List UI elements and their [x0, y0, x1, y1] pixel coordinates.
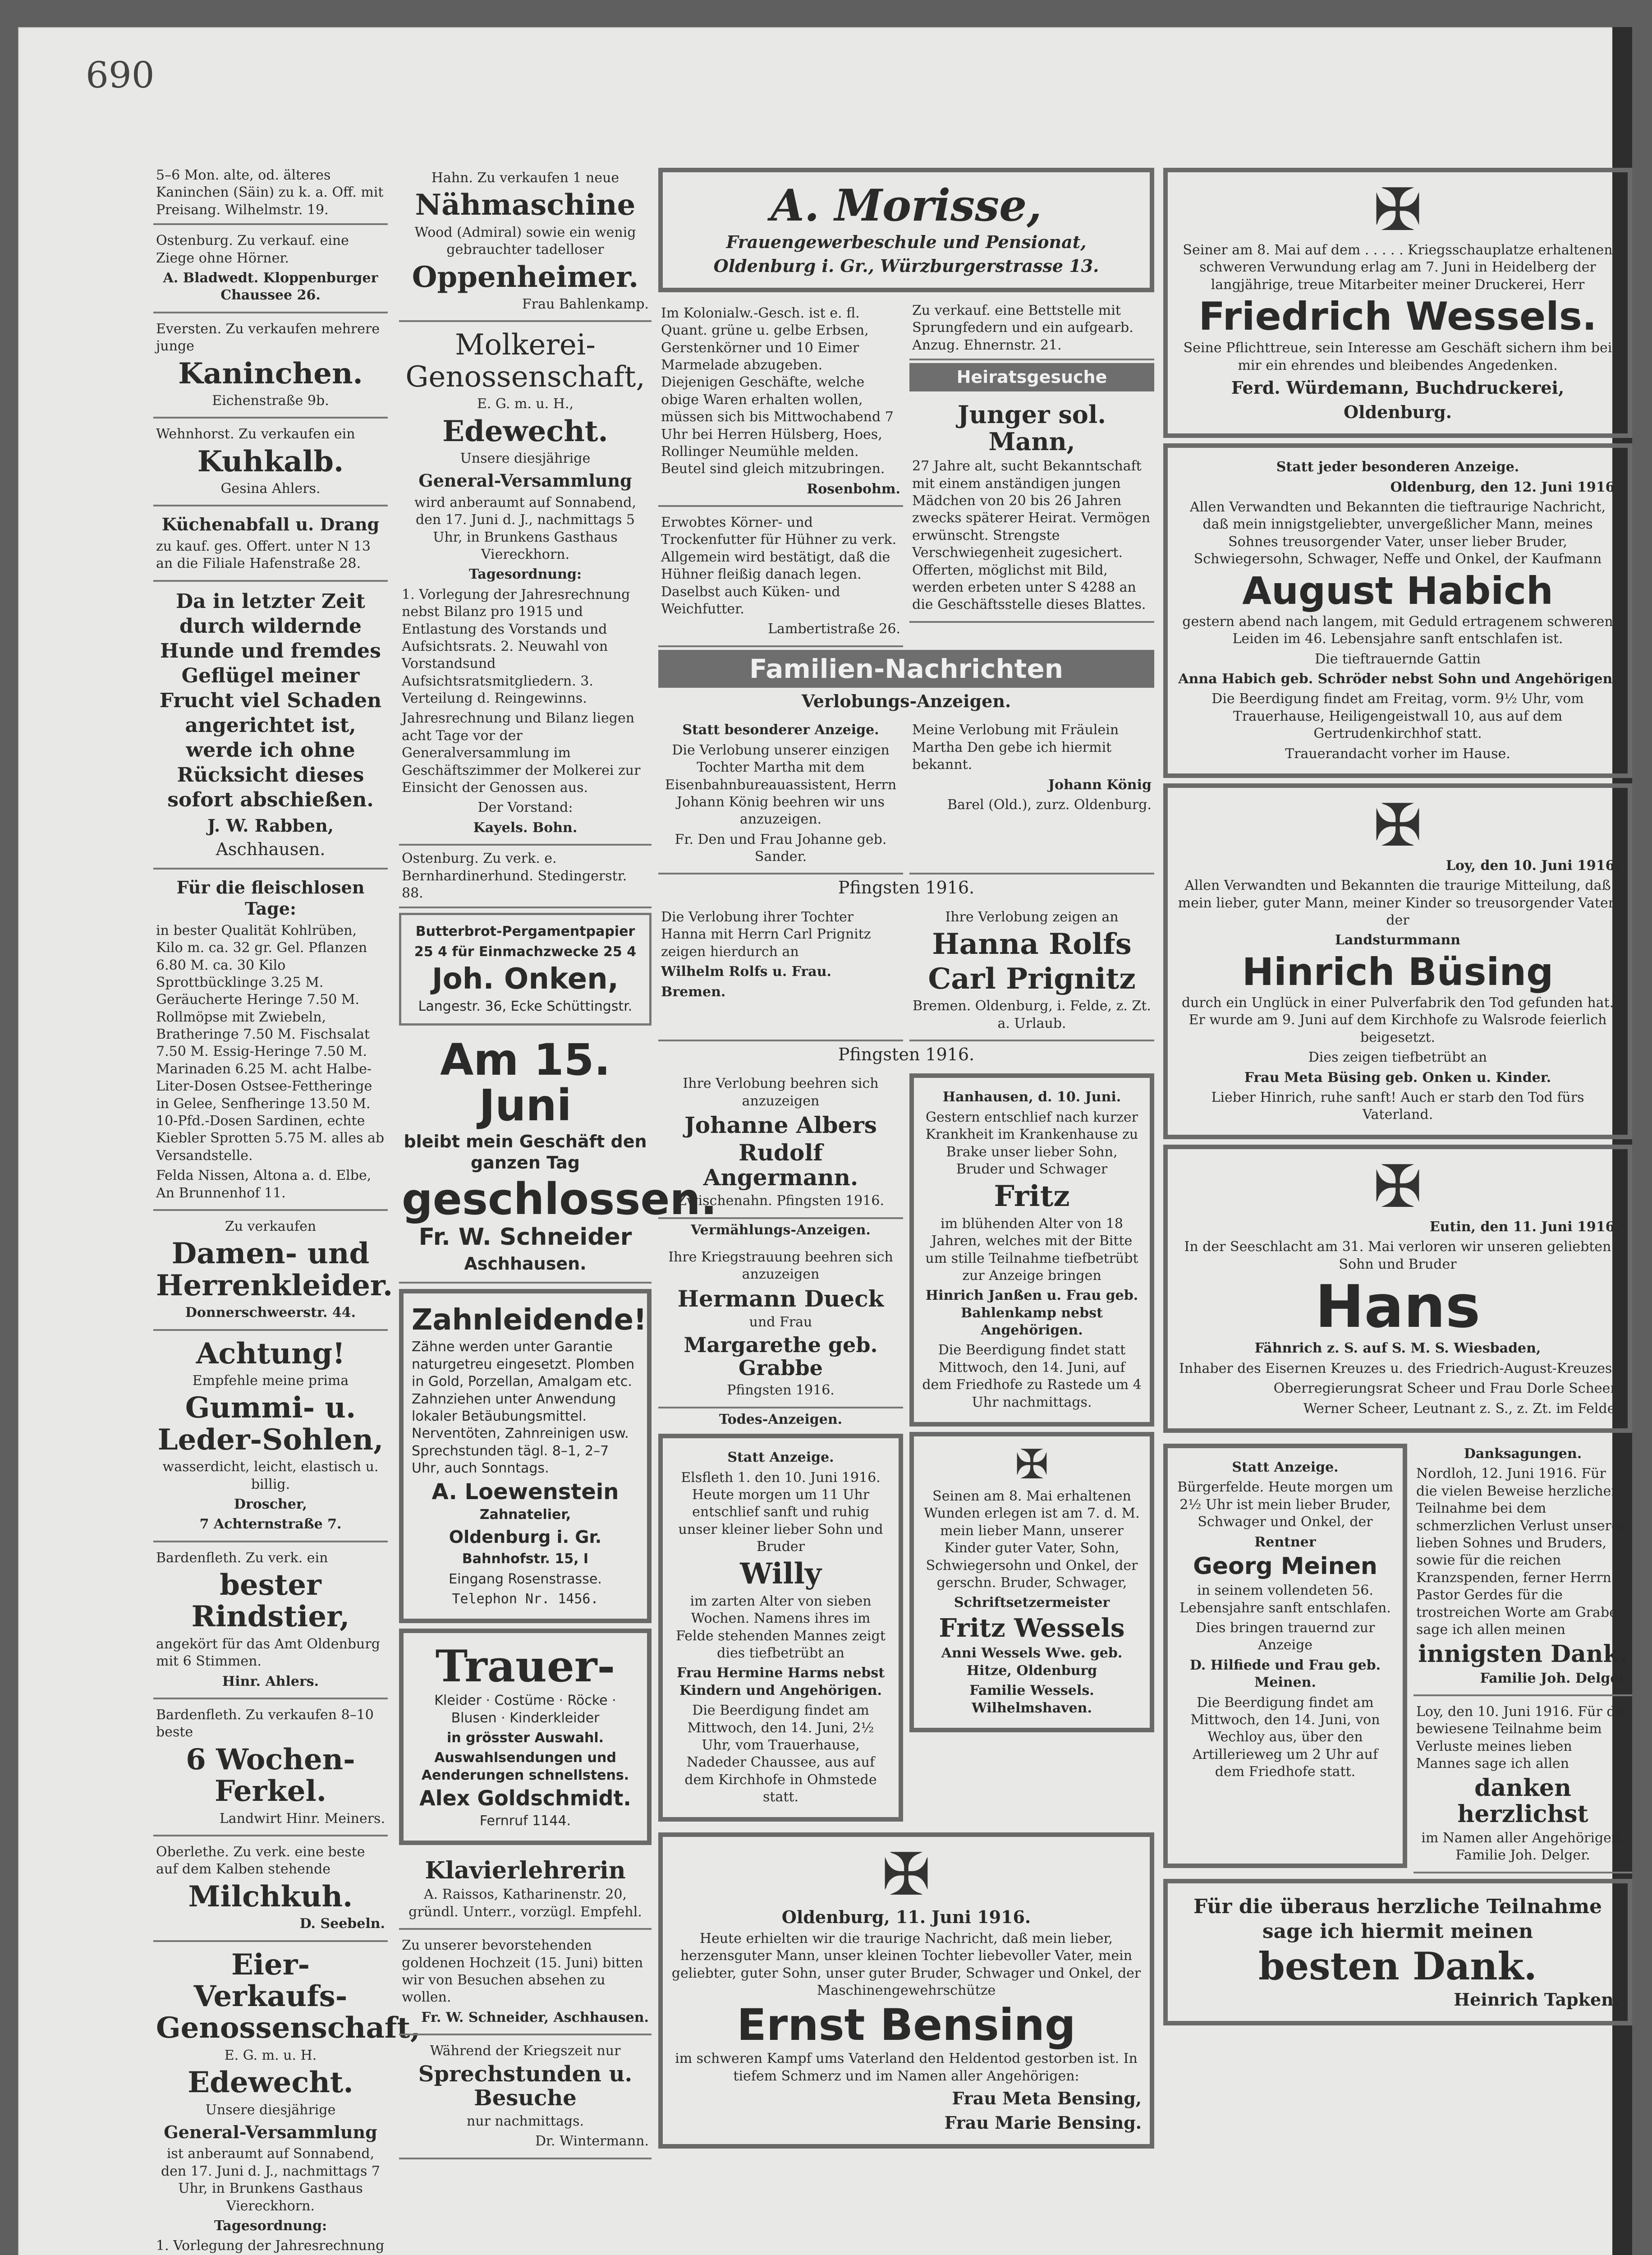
ad-signature: Felda Nissen, Altona a. d. Elbe, An Brunnenhof 11.: [156, 1168, 372, 1201]
ad-items: Kleider · Costüme · Röcke · Blusen · Kinderkleider: [434, 1693, 616, 1726]
ad-name: Fritz: [994, 1179, 1070, 1214]
ad-date: Pfingsten 1916.: [727, 1382, 835, 1399]
ad-danksagung-loy: [1413, 1696, 1632, 1873]
ad-verlobung-albers: [658, 1068, 903, 1219]
ad-name-2: Rudolf Angermann.: [703, 1139, 858, 1191]
ad-text: Nordloh, 12. Juni 1916. Für die vielen Beweise herzlicher Teilnahme bei dem schmerzlichen Verlust unseres lieben Sohnes und Bruders, sowie für die reichen Kranzspenden, ferner Herrn Pastor Gerdes für die trostreichen Worte am Grabe, sage ich allen meinen: [1416, 1466, 1626, 1638]
iron-cross-icon: ✠: [1373, 791, 1423, 860]
ad-text: Allen Verwandten und Bekannten die tieftraurige Nachricht, daß mein innigstgeliebter, unvergeßlicher Mann, meines Sohnes treusorgender Vater, unser lieber Bruder, Schwiegersohn, Schwager, Neffe und Onkel, der Kaufmann: [1189, 499, 1606, 567]
ad-phone: Fernruf 1144.: [479, 1813, 571, 1829]
ad-sprechstunden: [399, 2035, 652, 2159]
ad-intro: Ihre Verlobung beehren sich anzuzeigen: [683, 1076, 879, 1109]
ad-place: Oldenburg i. Gr.: [449, 1527, 602, 1547]
ad-kuechenabfall: [153, 506, 388, 581]
section-danksagungen: Danksagungen.: [1464, 1446, 1582, 1462]
ad-text: Im Kolonialw.-Gesch. ist e. fl. Quant. grüne u. gelbe Erbsen, Gerstenkörner und 10 Eimer Marmelade abzugeben. Diejenigen Geschäfte, welche obige Waren erhalten wollen, müssen sich bis Mittwochabend 7 Uhr bei Herren Hülsberg, Hoes, Rollinger Neumühle melden. Beutel sind gleich mitzubringen.: [661, 305, 894, 477]
ad-agenda-title: Tagesordnung:: [468, 566, 582, 583]
ad-headline: Zahnleidende!: [412, 1303, 647, 1337]
ad-todes-meinen: [1163, 1444, 1407, 1868]
ad-intro: Ihre Kriegstrauung beehren sich anzuzeigen: [668, 1249, 893, 1283]
ad-headline: Nähmaschine: [415, 188, 636, 222]
ad-bettstelle: [909, 298, 1154, 360]
ad-sohlen: [153, 1331, 388, 1542]
ad-text: A. Raissos, Katharinenstr. 20, gründl. Unterr., vorzügl. Empfehl.: [408, 1887, 642, 1920]
ad-signature: Frau Bahlenkamp.: [522, 296, 649, 312]
ad-verlobung-prignitz: [909, 902, 1154, 1041]
ad-goldene-hochzeit: [399, 1930, 652, 2035]
ad-headline-2: Joh. Onken,: [431, 962, 619, 996]
ad-headline: Trauer-: [435, 1641, 615, 1692]
ad-burial: Die Beerdigung findet statt Mittwoch, den 14. Juni, auf dem Friedhofe zu Rastede um 4 Uhr nachmittags.: [922, 1342, 1142, 1410]
ad-text: ist anberaumt auf Sonnabend, den 17. Juni d. J., nachmittags 7 Uhr, in Brunkens Gasthaus Viereckhorn.: [161, 2146, 381, 2214]
ad-signature: Kayels. Bohn.: [473, 819, 578, 836]
ad-name: Ernst Bensing: [737, 1999, 1076, 2050]
section-familien-nachrichten: Familien-Nachrichten: [658, 650, 1154, 688]
ad-place: Bremen.: [661, 984, 726, 1000]
page-number: 690: [86, 54, 155, 96]
ad-text: zu kauf. ges. Offert. unter N 13 an die Filiale Hafenstraße 28.: [156, 538, 371, 572]
ad-danksagung-nordloh: [1413, 1438, 1632, 1696]
ad-intro: Unsere diesjährige: [460, 450, 591, 466]
ad-text: Meine Verlobung mit Fräulein Martha Den gebe ich hiermit bekannt.: [912, 722, 1119, 773]
ad-name: Hinrich Büsing: [1242, 949, 1554, 994]
ad-text-2: Wood (Admiral) sowie ein wenig gebrauchter tadelloser: [414, 224, 636, 258]
ad-todes-fritz-wessels: [909, 1432, 1154, 1732]
ad-text: Seiner am 8. Mai auf dem . . . . . Kriegsschauplatze erhaltenen schweren Verwundung erlag am 7. Juni in Heidelberg der langjährige, treue Mitarbeiter meiner Druckerei, Herr: [1183, 242, 1613, 293]
ad-name-2: Carl Prignitz: [928, 962, 1136, 996]
ad-headline: A. Morisse,: [771, 180, 1042, 231]
ad-signature: Fr. Den und Frau Johanne geb. Sander.: [675, 831, 887, 865]
ad-text: Bürgerfelde. Heute morgen um 2½ Uhr ist mein lieber Bruder, Schwager und Onkel, der: [1177, 1479, 1393, 1530]
ad-signature: Frau Meta Bensing,: [952, 2088, 1142, 2109]
ad-signature: Heinrich Tapken.: [1454, 1989, 1620, 2010]
ad-todes-bensing: [658, 1832, 1154, 2149]
ad-intro: Statt besonderer Anzeige.: [682, 722, 879, 738]
ad-name: Hans: [1315, 1272, 1481, 1341]
ad-text: Ostenburg. Zu verkauf. eine Ziege ohne Hörner.: [156, 233, 349, 266]
ad-signature: Dr. Wintermann.: [535, 2133, 649, 2149]
ad-text-3: Dies zeigen tiefbetrübt an: [1308, 1049, 1487, 1066]
ad-text-2: im blühenden Alter von 18 Jahren, welches mit der Bitte um stille Teilnahme tiefbetrübt zur Anzeige bringen: [925, 1215, 1138, 1284]
ad-todes-habich: [1163, 443, 1632, 778]
ad-address: Oldenburg i. Gr., Würzburgerstrasse 13.: [713, 256, 1099, 276]
ad-text: Da in letzter Zeit durch wildernde Hunde und fremdes Geflügel meiner Frucht viel Schaden angerichtet ist, werde ich ohne Rücksicht dieses sofort abschießen.: [159, 589, 382, 811]
ad-subtitle: E. G. m. u. H.: [224, 2047, 317, 2063]
ad-text: Empfehle meine prima: [192, 1372, 349, 1389]
ad-address: Langestr. 36, Ecke Schüttingstr.: [418, 998, 633, 1014]
ad-headline: Am 15. Juni: [440, 1034, 610, 1131]
ad-naehmaschine: [399, 162, 652, 322]
ad-place: Zwischenahn. Pfingsten 1916.: [677, 1193, 884, 1209]
ad-gv: General-Versammlung: [164, 2122, 377, 2142]
ad-text: Erwobtes Körner- und Trockenfutter für Hühner zu verk. Allgemein wird bestätigt, daß die Hühner fleißig danach legen. Daselbst auch Küken- und Weichfutter.: [661, 515, 897, 617]
section-heiratsgesuche: Heiratsgesuche: [909, 363, 1154, 392]
ad-signature: Gesina Ahlers.: [220, 481, 321, 497]
ad-place: Barel (Old.), zurz. Oldenburg.: [947, 796, 1152, 813]
ad-text-2: Seine Pflichttreue, sein Interesse am Geschäft sichern ihm bei mir ein ehrendes und bleibendes Angedenken.: [1183, 340, 1612, 373]
ad-headline-2: geschlossen.: [402, 1174, 717, 1224]
ad-todes-fritz: [909, 1073, 1154, 1427]
ad-signature: Anni Wessels Wwe. geb. Hitze, Oldenburg: [941, 1645, 1123, 1679]
ad-text: Oberlethe. Zu verk. eine beste auf dem Kalben stehende: [156, 1844, 365, 1878]
ad-text-2: in seinem vollendeten 56. Lebensjahre sanft entschlafen.: [1179, 1583, 1391, 1616]
ad-subtitle: Zahnatelier,: [479, 1507, 571, 1523]
column-4: [1163, 162, 1632, 2255]
ad-text: Gestern entschlief nach kurzer Krankheit im Krankenhause zu Brake unser lieber Sohn, Bruder und Schwager: [925, 1109, 1138, 1177]
ad-signature: A. Bladwedt. Kloppenburger Chaussee 26.: [163, 270, 378, 304]
ad-date: Eutin, den 11. Juni 1916.: [1429, 1219, 1620, 1235]
ad-signature: D. Seebeln.: [299, 1916, 385, 1932]
ad-signature: Anna Habich geb. Schröder nebst Sohn und Angehörigen.: [1178, 671, 1617, 687]
ad-agenda: 1. Vorlegung der Jahresrechnung: [156, 2238, 385, 2254]
ad-signature: D. Hilfiede und Frau geb. Meinen.: [1189, 1657, 1381, 1691]
ad-text-2: im schweren Kampf ums Vaterland den Heldentod gestorben ist. In tiefem Schmerz und im Namen aller Angehörigen:: [675, 2051, 1138, 2084]
ad-text-2: Auswahlsendungen und Aenderungen schnellstens.: [421, 1750, 629, 1783]
ad-phone: Telephon Nr. 1456.: [452, 1591, 599, 1607]
ad-place: Aschhausen.: [464, 1253, 587, 1274]
ad-signature: Oberregierungsrat Scheer und Frau Dorle Scheer.: [1273, 1381, 1620, 1397]
ad-intro: Statt jeder besonderen Anzeige.: [1276, 459, 1519, 475]
ad-burial: Die Beerdigung findet am Mittwoch, den 14. Juni, von Wechloy aus, über den Artillerieweg um 2 Uhr auf dem Friedhofe statt.: [1190, 1694, 1380, 1780]
ad-danksagung-tapken: [1163, 1879, 1632, 2026]
ad-signature: Lambertistraße 26.: [768, 621, 900, 637]
ad-text: in grösster Auswahl.: [446, 1730, 604, 1746]
ad-title: Landsturmmann: [1335, 932, 1461, 948]
ad-name: August Habich: [1242, 568, 1553, 613]
ad-signature: Hinrich Janßen u. Frau geb. Bahlenkamp nebst Angehörigen.: [925, 1288, 1138, 1339]
iron-cross-icon: ✠: [1014, 1441, 1049, 1489]
ad-text: Bardenfleth. Zu verk. ein: [156, 1550, 328, 1566]
ad-text: Ostenburg. Zu verk. e. Bernhardinerhund. Stedingerstr. 88.: [402, 851, 627, 901]
section-verlobungs-anzeigen: Verlobungs-Anzeigen.: [801, 690, 1011, 711]
ad-entry: Eingang Rosenstrasse.: [449, 1571, 602, 1587]
ad-signature: Landwirt Hinr. Meiners.: [219, 1810, 385, 1827]
ad-signature: Ferd. Würdemann, Buchdruckerei,: [1231, 377, 1565, 398]
ad-zahnatelier: [399, 1289, 652, 1623]
ad-text: In der Seeschlacht am 31. Mai verloren wir unseren geliebten Sohn und Bruder: [1184, 1239, 1611, 1272]
ad-text: Die Verlobung unserer einzigen Tochter Martha mit dem Eisenbahnbureauassistent, Herrn Johann König beehren wir uns anzuzeigen.: [665, 742, 897, 828]
ad-text: Seinen am 8. Mai erhaltenen Wunden erlegen ist am 7. d. M. mein lieber Mann, unserer Kinder guter Vater, Sohn, Schwiegersohn und Onkel, der gerschn. Bruder, Schwager,: [924, 1488, 1140, 1591]
ad-intro: Unsere diesjährige: [205, 2102, 336, 2118]
ad-text: Zu unserer bevorstehenden goldenen Hochzeit (15. Juni) bitten wir von Besuchen absehen zu wollen.: [402, 1937, 643, 2006]
ad-headline: Klavierlehrerin: [425, 1857, 626, 1885]
ad-text-3: Die tieftrauernde Gattin: [1315, 651, 1481, 667]
ad-text-3: Dies bringen trauernd zur Anzeige: [1195, 1620, 1375, 1653]
ad-signature: Alex Goldschmidt.: [419, 1786, 631, 1811]
column-1: [153, 162, 421, 2255]
ad-name: Georg Meinen: [1193, 1552, 1377, 1580]
ad-verlobung-den: [658, 714, 903, 874]
ad-headline: Molkerei-Genossenschaft,: [405, 328, 645, 394]
ad-text-2: durch ein Unglück in einer Pulverfabrik den Tod gefunden hat. Er wurde am 9. Juni auf dem Kirchhofe zu Walsrode feierlich beigesetzt.: [1181, 995, 1614, 1045]
ad-subtitle: E. G. m. u. H.,: [477, 396, 574, 412]
ad-morisse: [658, 168, 1154, 292]
ad-note: Trauerandacht vorher im Hause.: [1285, 746, 1510, 762]
ad-intro: Statt Anzeige.: [727, 1450, 834, 1466]
ad-address: Donnerschweerstr. 44.: [185, 1305, 356, 1321]
ad-name-1: Hermann Dueck: [677, 1285, 884, 1312]
ad-todes-friedrich-wessels: [1163, 168, 1632, 438]
ad-text-2: angekört für das Amt Oldenburg mit 6 Stimmen.: [156, 1636, 380, 1670]
ad-geschlossen: [399, 1030, 717, 1284]
ad-huehnerfutter: [658, 507, 903, 647]
ad-intro: Statt Anzeige.: [1232, 1459, 1339, 1476]
ad-burial: Die Beerdigung findet am Mittwoch, den 14. Juni, 2½ Uhr, vom Trauerhause, Nadeder Chaussee, aus auf dem Kirchhofe in Ohmstede statt.: [684, 1703, 877, 1805]
ad-place: Oldenburg.: [1344, 401, 1452, 422]
ad-board: Der Vorstand:: [477, 800, 573, 816]
ad-date: Hanhausen, d. 10. Juni.: [942, 1089, 1121, 1105]
ad-pergamentpapier: [399, 913, 652, 1026]
ad-wildernde-hunde: [153, 582, 388, 870]
ad-signature: J. W. Rabben,: [207, 815, 334, 836]
ad-name: Friedrich Wessels.: [1198, 294, 1597, 340]
ad-rindstier: [153, 1542, 388, 1699]
newspaper-page: [18, 27, 1632, 2255]
ad-todes-hans: [1163, 1145, 1632, 1433]
ad-address: Bahnhofstr. 15, I: [462, 1551, 589, 1567]
ad-signature: Rosenbohm.: [807, 481, 900, 497]
ad-headline: Junger sol. Mann,: [957, 400, 1106, 456]
ad-text: wird anberaumt auf Sonnabend, den 17. Juni d. J., nachmittags 5 Uhr, in Brunkens Gasthaus Viereckhorn.: [414, 494, 637, 562]
ad-burial: Die Beerdigung findet am Freitag, vorm. 9½ Uhr, vom Trauerhause, Heiligengeistwall 10, aus auf dem Gertrudenkirchhof statt.: [1211, 691, 1584, 742]
ad-verlobung-rolfs: [658, 902, 903, 1041]
ad-address: 7 Achternstraße 7.: [199, 1516, 342, 1532]
iron-cross-icon: ✠: [1373, 1152, 1423, 1221]
ad-headline: Sprechstunden u. Besuche: [418, 2062, 633, 2111]
ad-text: Allen Verwandten und Bekannten die traurige Mitteilung, daß mein lieber, guter Mann, meiner Kinder so treusorgender Vater, der: [1178, 878, 1618, 929]
ad-date: Oldenburg, 11. Juni 1916.: [781, 1906, 1031, 1927]
ad-gv: General-Versammlung: [418, 470, 632, 491]
ad-heiratsgesuch: [909, 394, 1154, 622]
ad-place: Edewecht.: [188, 2066, 353, 2100]
ad-text: Zu verkauf. eine Bettstelle mit Sprungfedern und ein aufgearb. Anzug. Ehnernstr. 21.: [912, 302, 1133, 353]
ad-text: Elsfleth 1. den 10. Juni 1916. Heute morgen um 11 Uhr entschlief sanft und ruhig unser kleiner lieber Sohn und Bruder: [678, 1469, 883, 1555]
ad-kaninchen-wanted: [153, 162, 388, 225]
ad-date: Loy, den 10. Juni 1916.: [1446, 857, 1620, 874]
ad-text: Zähne werden unter Garantie naturgetreu eingesetzt. Plomben in Gold, Porzellan, Amalgam etc. Zahnziehen unter Anwendung lokaler Betäubungsmittel. Nerventöten, Zahnreinigen usw. Sprechstunden tägl. 8–1, 2–7 Uhr, auch Sonntags.: [412, 1339, 635, 1477]
ad-text-2: gestern abend nach langem, mit Geduld ertragenem schweren Leiden im 46. Lebensjahre sanft entschlafen ist.: [1182, 613, 1613, 647]
ad-kolonialwaren: [658, 298, 903, 507]
ad-headline: danken herzlichst: [1457, 1774, 1588, 1828]
ad-text: 5–6 Mon. alte, od. älteres Kaninchen (Säin) zu k. a. Off. mit Preisang. Wilhelmstr. 19.: [156, 167, 384, 218]
ad-name-2: Margarethe geb. Grabbe: [684, 1333, 878, 1380]
ad-signature: Droscher,: [234, 1496, 307, 1512]
ad-text: 27 Jahre alt, sucht Bekanntschaft mit einem anständigen jungen Mädchen von 20 bis 26 Jahren zwecks späterer Heirat. Vermögen erwünscht. Strengste Verschwiegenheit zugesichert. Offerten, möglichst mit Bild, werden erbeten unter S 4288 an die Geschäftsstelle dieses Blattes.: [912, 458, 1151, 613]
ad-name-1: Hanna Rolfs: [932, 927, 1132, 962]
ad-headline-2: Gummi- u. Leder-Sohlen,: [157, 1391, 384, 1457]
ad-date: Oldenburg, den 12. Juni 1916.: [1390, 479, 1620, 495]
ad-text: 25 4 für Einmachzwecke 25 4: [414, 943, 637, 960]
ad-ziege: [153, 225, 388, 313]
ad-ferkel: [153, 1699, 388, 1836]
ad-headline: bester Rindstier,: [191, 1568, 350, 1634]
ad-address: Eichenstraße 9b.: [212, 392, 329, 409]
ad-signature: Johann König: [1048, 777, 1152, 793]
ad-headline-2: Oppenheimer.: [412, 260, 639, 294]
ad-name: Fritz Wessels: [939, 1613, 1125, 1643]
date-pfingsten-2: Pfingsten 1916.: [838, 1044, 975, 1064]
ad-agenda-title: Tagesordnung:: [214, 2218, 327, 2234]
ad-signature: A. Loewenstein: [431, 1479, 619, 1505]
ad-headline: Achtung!: [196, 1336, 345, 1371]
ad-headline: Küchenabfall u. Drang: [161, 514, 380, 535]
ad-bernhardiner: [399, 846, 652, 908]
ad-eier-genossenschaft: [153, 1942, 421, 2255]
ad-text: in bester Qualität Kohlrüben, Kilo m. ca. 32 gr. Gel. Pflanzen 6.80 M. ca. 30 Kilo Sprottbücklinge 3.25 M. Geräucherte Heringe 7.50 M. Rollmöpse mit Zwiebeln, Bratheringe 7.50 M. Fischsalat 7.50 M. Essig-Heringe 7.50 M. Marinaden 6.25 M. acht Halbe-Liter-Dosen Ostsee-Fettheringe in Gelee, Senfheringe 13.50 M. 10-Pfd.-Dosen Sardinen, echte Kiebler Sprotten 5.75 M. alles ab Versandstelle.: [156, 922, 385, 1164]
ad-text-2: Inhaber des Eisernen Kreuzes u. des Friedrich-August-Kreuzes.: [1179, 1360, 1616, 1376]
ad-signature: Frau Meta Büsing geb. Onken u. Kinder.: [1244, 1069, 1551, 1086]
ad-signature: im Namen aller Angehörigen. Familie Joh. Delger.: [1421, 1830, 1624, 1864]
ad-text: Loy, den 10. Juni 1916. Für die bewiesene Teilnahme beim Verluste meines lieben Mannes sage ich allen: [1416, 1703, 1628, 1772]
ad-signature: Wilhelm Rolfs u. Frau.: [661, 964, 831, 980]
ad-name-1: Johanne Albers: [684, 1112, 877, 1139]
ad-headline: Milchkuh.: [188, 1879, 353, 1914]
ad-place: Bremen. Oldenburg, i. Felde, z. Zt. a. Urlaub.: [913, 998, 1151, 1031]
ad-title: Fähnrich z. S. auf S. M. S. Wiesbaden,: [1254, 1340, 1541, 1357]
ad-todes-buesing: [1163, 783, 1632, 1139]
ad-text-2: nur nachmittags.: [466, 2113, 584, 2130]
ad-signature-2: Frau Marie Bensing.: [944, 2112, 1142, 2133]
ad-signature: Fr. W. Schneider: [418, 1224, 632, 1251]
ad-verse: Lieber Hinrich, ruhe sanft! Auch er starb den Tod fürs Vaterland.: [1211, 1090, 1584, 1123]
section-todes-anzeigen: Todes-Anzeigen.: [719, 1411, 843, 1427]
ad-kriegstrauung: [658, 1242, 903, 1408]
ad-place: Aschhausen.: [216, 839, 326, 860]
ad-headline: Kuhkalb.: [197, 444, 344, 479]
ad-signature-2: Familie Wessels. Wilhelmshaven.: [969, 1683, 1094, 1716]
ad-headline: innigsten Dank.: [1418, 1640, 1628, 1668]
ad-place: Edewecht.: [442, 414, 608, 448]
ad-text-2: wasserdicht, leicht, elastisch u. billig.: [162, 1459, 379, 1492]
ad-headline: Kaninchen.: [178, 356, 363, 391]
ad-subtitle: Frauengewerbeschule und Pensionat,: [726, 231, 1087, 252]
ad-headline: Butterbrot-Pergamentpapier: [415, 924, 635, 940]
ad-signature: Frau Hermine Harms nebst Kindern und Angehörigen.: [676, 1665, 885, 1698]
ad-text: Wehnhorst. Zu verkaufen ein: [156, 426, 355, 442]
ad-signature: Fr. W. Schneider, Aschhausen.: [421, 2009, 649, 2025]
ad-signature-2: Werner Scheer, Leutnant z. S., z. Zt. im Felde.: [1303, 1400, 1620, 1417]
ad-headline: Damen- und Herrenkleider.: [156, 1237, 393, 1302]
ad-note: Jahresrechnung und Bilanz liegen acht Tage vor der Generalversammlung im Geschäftszimmer der Molkerei zur Einsicht der Genossen aus.: [402, 710, 641, 796]
ad-molkerei: [399, 322, 652, 846]
ad-headline: Für die fleischlosen Tage:: [176, 877, 365, 919]
ad-signature: Familie Joh. Delger.: [1480, 1670, 1629, 1686]
iron-cross-icon: ✠: [1373, 175, 1423, 244]
ad-text: Während der Kriegszeit nur: [430, 2043, 621, 2059]
ad-agenda: 1. Vorlegung der Jahresrechnung nebst Bilanz pro 1915 und Entlastung des Vorstands und Aufsichtsrats. 2. Neuwahl von Vorstandsund Aufsichtsratsmitgliedern. 3. Verteilung d. Reingewinns.: [402, 586, 630, 707]
ad-signature: Hinr. Ahlers.: [222, 1673, 319, 1689]
ad-text: Die Verlobung ihrer Tochter Hanna mit Herrn Carl Prignitz zeigen hierdurch an: [661, 909, 871, 960]
ad-milchkuh: [153, 1836, 388, 1942]
ad-kaninchen: [153, 313, 388, 419]
ad-fleischlose-tage: [153, 870, 388, 1211]
ad-headline: 6 Wochen-Ferkel.: [186, 1742, 355, 1809]
ad-text: Zu verkaufen: [225, 1219, 317, 1234]
ad-text: Hahn. Zu verkaufen 1 neue: [431, 170, 620, 186]
ad-text: Eversten. Zu verkaufen mehrere junge: [156, 321, 380, 354]
ad-intro: Ihre Verlobung zeigen an: [945, 909, 1119, 925]
iron-cross-icon: ✠: [881, 1840, 931, 1909]
ad-headline: Eier-Verkaufs-Genossenschaft,: [156, 1947, 421, 2045]
ad-title: Rentner: [1254, 1534, 1316, 1550]
ad-todes-willy: [658, 1434, 903, 1821]
ad-kleider: [153, 1211, 393, 1331]
ad-trauerkleider: [399, 1629, 652, 1845]
ad-text: Heute erhielten wir die traurige Nachricht, daß mein lieber, herzensguter Mann, unser kleinen Tochter liebevoller Vater, mein geliebter, guter Sohn, unser guter Bruder, Schwager und Onkel, der Maschinengewehrschütze: [671, 1931, 1141, 1999]
ad-text: Bardenfleth. Zu verkaufen 8–10 beste: [156, 1707, 374, 1740]
ad-title: Schriftsetzermeister: [954, 1595, 1110, 1611]
ad-klavierlehrerin: [399, 1850, 652, 1930]
ad-name: Willy: [740, 1557, 821, 1591]
ad-kuhkalb: [153, 419, 388, 506]
ad-text: bleibt mein Geschäft den ganzen Tag: [404, 1131, 647, 1173]
date-pfingsten: Pfingsten 1916.: [838, 878, 975, 898]
ad-headline: besten Dank.: [1258, 1943, 1537, 1988]
ad-text: Für die überaus herzliche Teilnahme sage ich hiermit meinen: [1193, 1895, 1602, 1943]
section-vermaehlungs-anzeigen: Vermählungs-Anzeigen.: [691, 1222, 871, 1238]
ad-verlobung-koenig: [909, 714, 1154, 874]
ad-text-2: im zarten Alter von sieben Wochen. Namens ihres im Felde stehenden Mannes zeigt dies tiefbetrübt an: [676, 1593, 886, 1661]
column-3: [658, 162, 1154, 2255]
ad-und: und Frau: [749, 1314, 812, 1330]
